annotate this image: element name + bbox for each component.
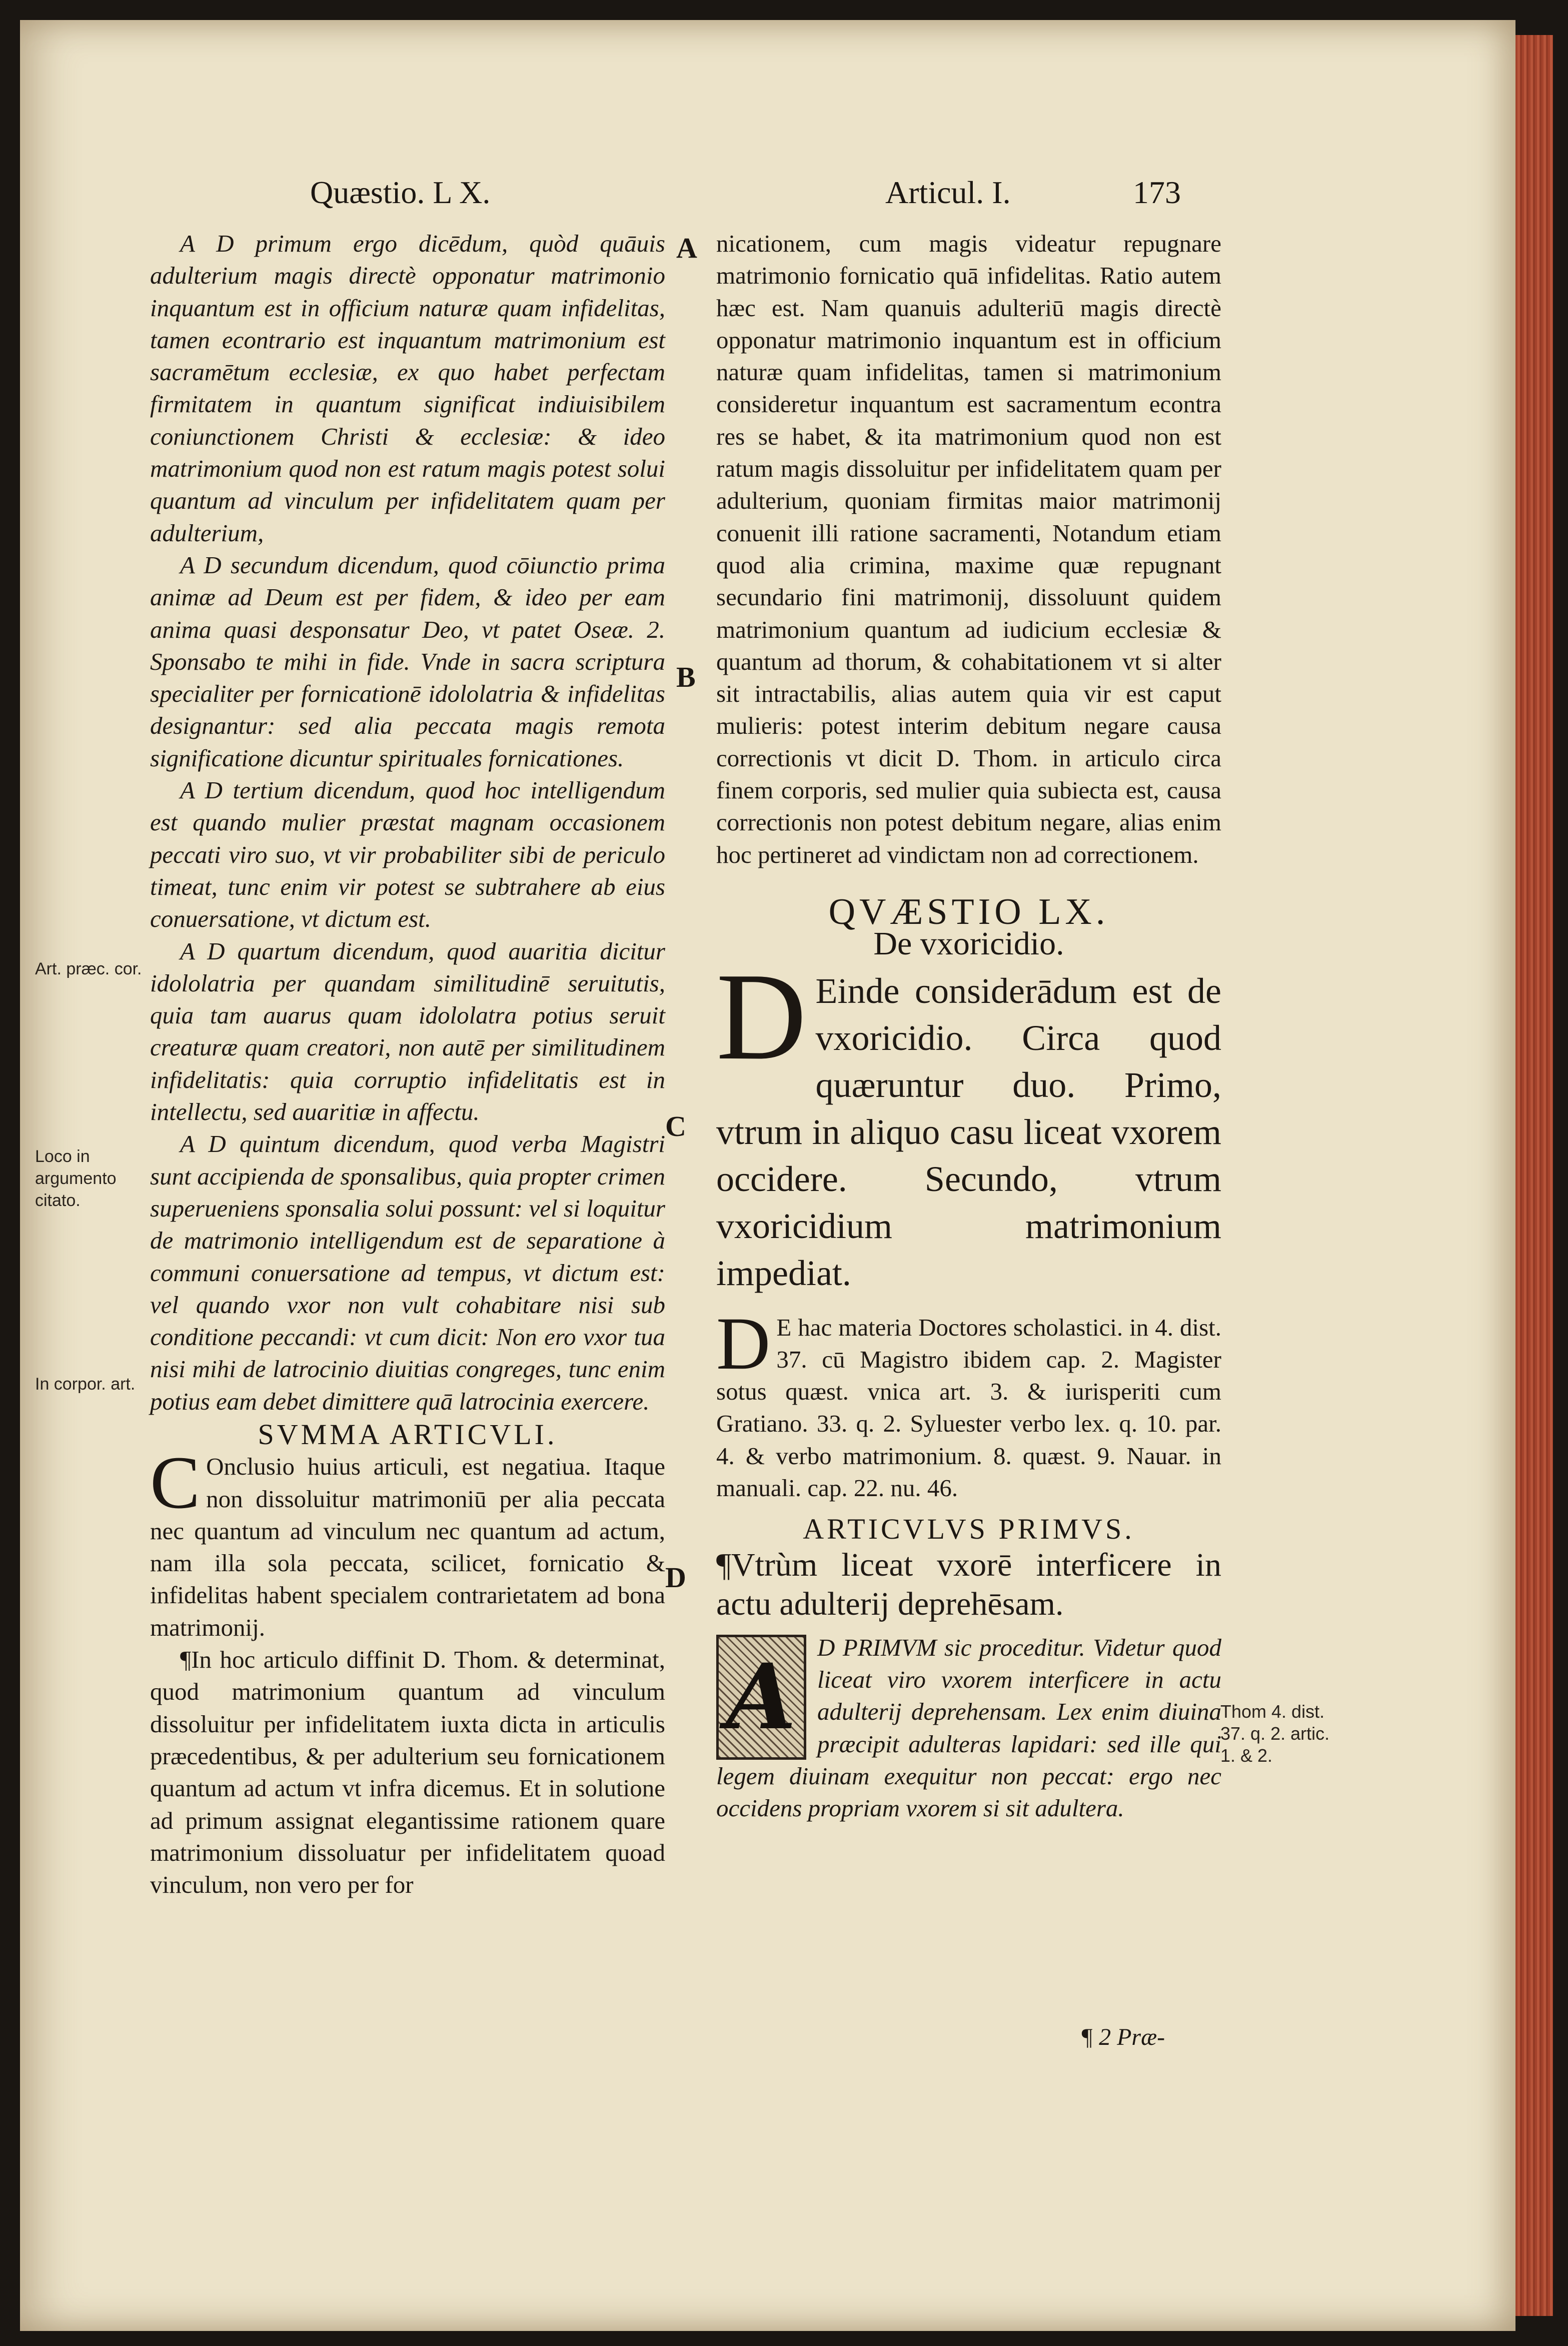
- ornamental-initial-icon: A: [716, 1635, 806, 1760]
- quaestio-title: QVÆSTIO LX.: [828, 891, 1109, 932]
- reply-5: A D quintum dicendum, quod verba Magistri sunt accipienda de sponsalibus, quia propter crimen superueniens sponsalia solui possunt: vel si loquitur de matrimonio intelligendum est de separatione à communi conuersatione ad tempus, vt dictum est: vel quando vxor non vult cohabitare nisi sub conditione peccandi: vt cum dicit: Non ero vxor tua nisi mihi de latrocinio diuitias congreges, tunc enim potius eam debet dimittere quā latrocinia exercere.: [150, 1130, 665, 1415]
- running-header-right: Articul. I.: [885, 175, 1011, 210]
- quaestio-drop-cap: D: [716, 947, 807, 1086]
- summa-drop-cap: C: [150, 1441, 201, 1525]
- articulus-body: [716, 1632, 1221, 1825]
- section-letter-b: B: [676, 661, 696, 693]
- catchword: ¶ 2 Præ-: [1080, 2024, 1165, 2050]
- references-text: E hac materia Doctores scholastici. in 4. dist. 37. cū Magistro ibidem cap. 2. Magister sotus quæst. vnica art. 3. & iurisperiti cum Gratiano. 33. q. 2. Syluester verbo lex. q. 10. par. 4. & verbo matrimonium. 8. quæst. 9. Nauar. in manuali. cap. 22. nu. 46.: [716, 1313, 1221, 1502]
- articulus-question: ¶Vtrùm liceat vxorē interficere in actu adulterij deprehēsam.: [716, 1546, 1221, 1622]
- right-column: [716, 228, 1221, 1824]
- running-header-left: Quæstio. L X.: [310, 175, 491, 210]
- section-letter-d: D: [665, 1561, 686, 1594]
- margin-note-loco: Loco in argumento citato.: [35, 1147, 117, 1210]
- quaestio-subtitle: De vxoricidio.: [873, 925, 1064, 962]
- section-letter-a: A: [676, 232, 697, 264]
- reply-1: A D primum ergo dicēdum, quòd quāuis adulterium magis directè opponatur matrimonio inquantum est in officium naturæ quam infidelitas, tamen econtrario est inquantum matrimonium est sacramētum ecclesiæ, ex quo habet perfectam firmitatem in quantum significat indiuisibilem coniunctionem Christi & ecclesiæ: & ideo matrimonium quod non est ratum magis potest solui quantum ad vinculum per infidelitatem quam per adulterium,: [150, 230, 665, 547]
- section-letter-c: C: [665, 1110, 686, 1142]
- summa-conclusion: [150, 1441, 665, 1644]
- commentary-continued: nicationem, cum magis videatur repugnare matrimonio fornicatio quā infidelitas. Ratio autem hæc est. Nam quanuis adulteriū magis directè opponatur matrimonio inquantum est in officium naturæ quam infidelitas, tamen si matrimonium consideretur inquantum est sacramentum econtra res se habet, & ita matrimonium quod non est ratum magis dissoluitur per infidelitatem quam per adulterium, quoniam firmitas maior matrimonij conuenit illi ratione sacramenti, Notandum etiam quod alia crimina, maxime quæ repugnant secundario fini matrimonij, dissoluunt quidem matrimonium quantum ad iudicium ecclesiæ & quantum ad thorum, & cohabitationem vt si alter sit intractabilis, alias autem quia vir est caput mulieris: potest interim debitum negare causa correctionis vt dicit D. Thom. in articulo circa finem corporis, sed mulier quia subiecta est, causa correctionis non potest debitum negare, alias enim hoc pertineret ad vindictam non ad correctionem.: [716, 230, 1221, 868]
- quaestio-references: [716, 1302, 1221, 1505]
- articulus-heading: ARTICVLVS PRIMVS.: [803, 1513, 1135, 1546]
- margin-note-art-praec: Art. præc. cor.: [35, 959, 142, 978]
- summa-conclusion-text: Onclusio huius articuli, est negatiua. Itaque non dissoluitur matrimoniū per alia peccata nec quantum ad vinculum nec quantum ad actum, nam illa sola peccata, scilicet, fornicatio & infidelitas habent specialem contrarietatem ad bona matrimonij.: [150, 1453, 665, 1641]
- page-fore-edge: [1515, 35, 1553, 2316]
- quaestio-intro-text: Einde considerādum est de vxoricidio. Circa quod quæruntur duo. Primo, vtrum in aliquo casu liceat vxorem occidere. Secundo, vtrum vxoricidium matrimonium impediat.: [716, 970, 1221, 1293]
- margin-note-in-corpor: In corpor. art.: [35, 1375, 136, 1394]
- references-drop-cap: D: [716, 1302, 771, 1385]
- quaestio-intro: [716, 947, 1221, 1297]
- page-number: 173: [1133, 175, 1181, 210]
- articulus-text: D PRIMVM sic proceditur. Videtur quod liceat viro vxorem interficere in actu adulterij deprehensam. Lex enim diuina præcipit adulteras lapidari: sed ille qui legem diuinam exequitur non peccat: ergo nec occidens propriam vxorem si sit adultera.: [716, 1633, 1221, 1822]
- summa-heading: SVMMA ARTICVLI.: [258, 1418, 558, 1451]
- reply-3: A D tertium dicendum, quod hoc intelligendum est quando mulier præstat magnam occasionem peccati viro suo, vt vir probabiliter sibi de periculo timeat, tunc enim vir potest se subtrahere ab eius conuersatione, vt dictum est.: [150, 776, 665, 933]
- left-column: [150, 228, 665, 1901]
- reply-2: A D secundum dicendum, quod cōiunctio prima animæ ad Deum est per fidem, & ideo per eam anima quasi desponsatur Deo, vt patet Oseæ. 2. Sponsabo te mihi in fide. Vnde in sacra scriptura specialiter per fornicationē idololatria & infidelitas designantur: sed alia peccata magis remota significatione dicuntur spirituales fornicationes.: [150, 551, 665, 772]
- reply-4: A D quartum dicendum, quod auaritia dicitur idololatria per quandam similitudinē seruitutis, quia tam auarus quam idololatra potius seruit creaturæ quam creatori, non autē per similitudinem infidelitatis: quia corruptio infidelitatis est in intellectu, sed auaritiæ in affectu.: [150, 937, 665, 1126]
- margin-note-thom: Thom 4. dist. 37. q. 2. artic. 1. & 2.: [1220, 1701, 1330, 1766]
- summa-commentary: ¶In hoc articulo diffinit D. Thom. & determinat, quod matrimonium quantum ad vinculum dissoluitur per infidelitatem iuxta dicta in articulis præcedentibus, & per adulterium seu fornicationem quantum ad actum vt infra dicemus. Et in solutione ad primum assignat elegantissime rationem quare matrimonium dissoluatur per infidelitatem quoad vinculum, non vero per for: [150, 1646, 665, 1899]
